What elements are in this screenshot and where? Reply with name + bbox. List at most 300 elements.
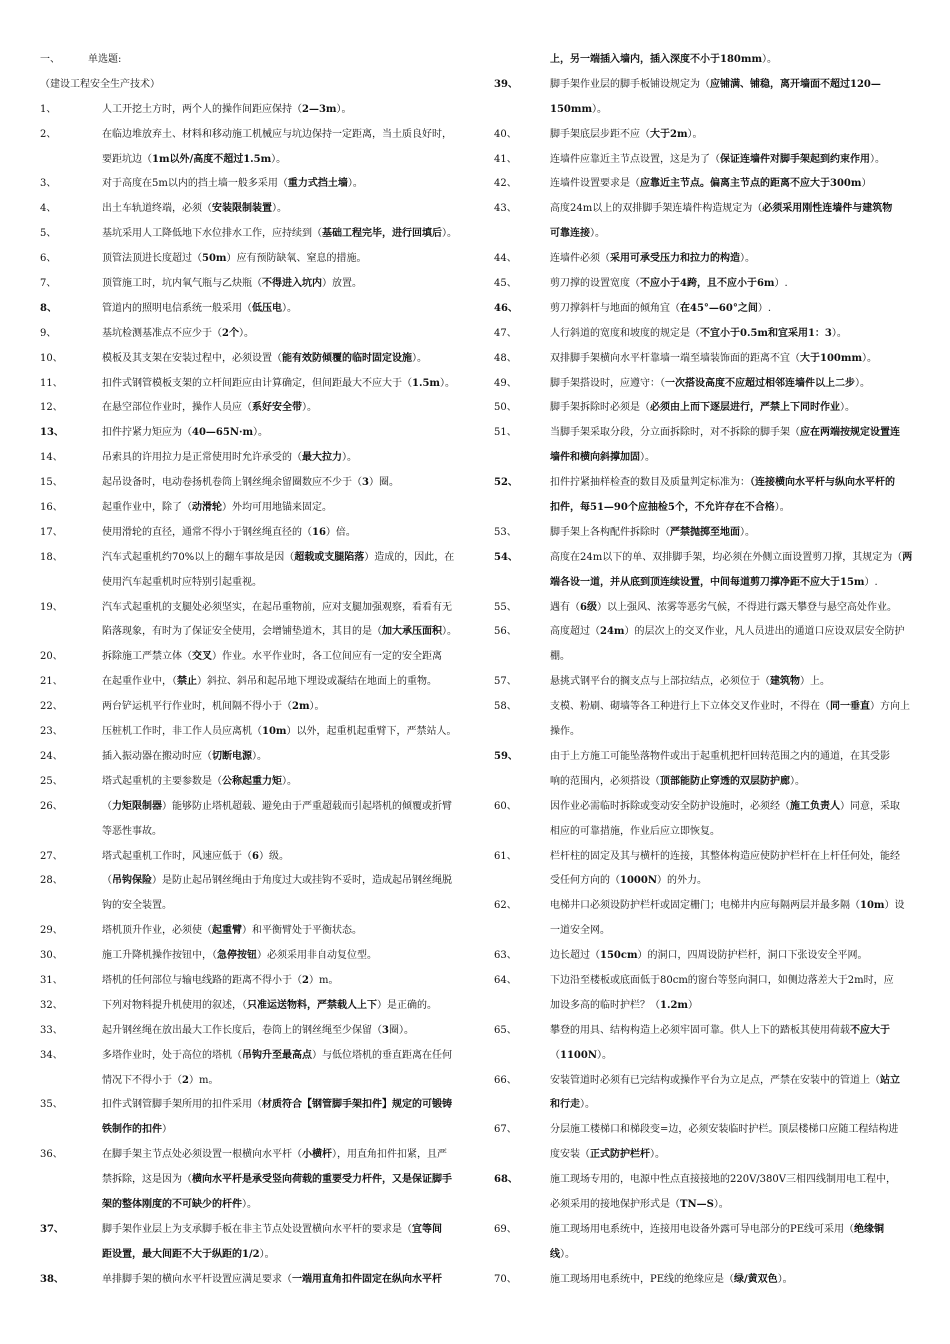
question-line <box>494 421 910 446</box>
question-number: 65、 <box>494 1024 517 1036</box>
question-text <box>550 1044 612 1069</box>
question-text <box>102 1044 452 1069</box>
question-line <box>40 98 460 123</box>
continuation-line <box>494 571 910 596</box>
text-segment: 人工开挖土方时，两个人的操作间距应保持（ <box>102 103 302 115</box>
question-text <box>102 620 457 645</box>
question-text <box>550 521 755 546</box>
answer-text: 1.5m <box>412 377 440 389</box>
question-line <box>40 496 460 521</box>
answer-text: 小横杆 <box>302 1149 332 1161</box>
question-number: 43、 <box>494 203 517 215</box>
question-text <box>550 770 805 795</box>
text-segment: 脚手架作业层的脚手板铺设规定为（ <box>550 78 710 90</box>
question-number: 42、 <box>494 178 517 190</box>
text-segment: ）。 <box>442 626 457 638</box>
text-segment: ）与低位塔机的垂直距离在任何 <box>312 1049 452 1061</box>
text-segment: 顶管施工时，坑内氧气瓶与乙炔瓶（ <box>102 278 262 290</box>
question-text <box>550 48 777 73</box>
question-line <box>494 1019 910 1044</box>
answer-text: 起重臂 <box>212 925 242 937</box>
question-text <box>102 745 267 770</box>
text-segment: ）的层次上的交叉作业，凡人员进出的通道口应设双层安全防护 <box>624 626 905 638</box>
question-text <box>102 1118 172 1143</box>
answer-text: 扣件，每51—90个应抽检5个，不允许存在不合格 <box>550 502 775 514</box>
text-segment: 栏杆柱的固定及其与横杆的连接，其整体构造应使防护栏杆在上杆任何处，能经 <box>550 850 900 862</box>
text-segment: 单选题: <box>88 54 122 65</box>
answer-text: 应铺满、铺稳，离开墙面不超过120— <box>710 78 881 90</box>
answer-text: 加大承压面积 <box>382 626 442 638</box>
question-text <box>102 172 363 197</box>
text-segment: 操作。 <box>550 726 580 738</box>
question-number: 58、 <box>494 701 517 713</box>
answer-text: 可靠连接 <box>550 228 590 240</box>
answer-text: 同一垂直 <box>830 701 870 713</box>
text-segment: ）m。 <box>188 1074 219 1086</box>
text-segment: 起重作业中，除了（ <box>102 502 192 514</box>
text-segment: ）。 <box>713 1198 729 1210</box>
text-segment: 分层施工楼梯口和梯段变=边，必须安装临时护栏。顶层楼梯口应随工程结构进 <box>550 1124 899 1136</box>
answer-text: 应靠近主节点。偏离主节点的距离不应大于300m <box>640 178 862 190</box>
text-segment: 塔机顶升作业，必须使（ <box>102 925 212 937</box>
text-segment: ）。 <box>253 427 269 439</box>
text-segment: ）。 <box>762 54 778 65</box>
answer-text: 1.2m <box>660 999 688 1011</box>
text-segment: ）以外，起重机起重臂下，严禁站人。 <box>286 726 457 738</box>
text-segment: 棚。 <box>550 651 570 663</box>
question-line <box>494 73 910 98</box>
question-number: 41、 <box>494 153 517 165</box>
text-segment: ） <box>861 178 872 190</box>
question-text <box>102 1243 275 1268</box>
question-text <box>550 197 892 222</box>
text-segment: ）倍。 <box>325 526 356 538</box>
text-segment: 因作业必需临时拆除或变动安全防护设施时，必须经（ <box>550 800 790 812</box>
continuation-line <box>494 496 910 521</box>
answer-text: 10m <box>262 726 287 738</box>
question-line <box>494 172 910 197</box>
question-number: 57、 <box>494 676 517 688</box>
question-line <box>494 471 910 496</box>
question-text <box>102 396 317 421</box>
text-segment: 连墙件设置要求是（ <box>550 178 640 190</box>
question-text <box>550 222 605 247</box>
continuation-line <box>494 1193 910 1218</box>
question-line <box>40 944 460 969</box>
question-text <box>550 396 855 421</box>
text-segment: ）方向上 <box>870 701 910 713</box>
question-text <box>550 720 580 745</box>
question-line <box>40 1218 460 1243</box>
question-line <box>494 347 910 372</box>
text-segment: ）圈。 <box>368 477 399 489</box>
continuation-line <box>494 869 910 894</box>
continuation-line <box>494 820 910 845</box>
question-line <box>40 645 460 670</box>
question-number: 70、 <box>494 1273 517 1285</box>
answer-text: 6级 <box>580 601 597 613</box>
question-line <box>40 297 460 322</box>
text-segment: 下边沿至楼板或底面低于80cm的窗台等竖向洞口，如侧边落差大于2m时，应 <box>550 974 894 986</box>
question-text <box>550 1019 890 1044</box>
question-line <box>494 1218 910 1243</box>
question-number: 一、 <box>40 54 60 65</box>
text-segment: 压桩机工作时，非工作人员应离机（ <box>102 726 262 738</box>
text-segment: 下列对物料提升机使用的叙述，（ <box>102 999 247 1011</box>
answer-text: 横向水平杆是承受竖向荷载的重要受力杆件，又是保证脚手 <box>192 1174 452 1186</box>
question-line <box>40 1044 460 1069</box>
text-segment: 悬挑式钢平台的搁支点与上部拉结点，必须位于（ <box>550 676 770 688</box>
text-segment: ）。 <box>870 153 885 165</box>
question-line <box>40 770 460 795</box>
question-text <box>102 297 297 322</box>
text-segment: ）. <box>774 278 788 290</box>
text-segment: 高度在24m以下的单、双排脚手架，均必须在外侧立面设置剪刀撑，其规定为（ <box>550 551 903 563</box>
question-text <box>550 1093 595 1118</box>
text-segment: ）级。 <box>258 850 289 862</box>
question-number: 2、 <box>40 128 57 140</box>
answer-text: 绝缘铜 <box>854 1223 885 1235</box>
text-segment: ）。 <box>347 178 363 190</box>
question-text <box>102 894 172 919</box>
text-segment: ）外均可用地锚来固定。 <box>222 502 332 514</box>
text-segment: ）。 <box>560 1248 575 1260</box>
continuation-line <box>40 148 460 173</box>
text-segment: 圈）。 <box>388 1024 414 1036</box>
question-number: 45、 <box>494 278 517 290</box>
text-segment: ） <box>162 1124 172 1136</box>
question-text <box>102 795 452 820</box>
question-text <box>102 247 367 272</box>
question-number: 35、 <box>40 1099 63 1111</box>
text-segment: 起升钢丝绳在放出最大工作长度后，卷筒上的钢丝绳至少保留（ <box>102 1024 382 1036</box>
question-text <box>102 496 332 521</box>
text-segment: 在脚手架主节点处必须设置一根横向水平杆（ <box>102 1149 302 1161</box>
text-segment: ）。 <box>740 253 755 265</box>
text-segment: 拆除施工严禁立体（ <box>102 651 192 663</box>
answer-text: 重力式挡土墙 <box>287 178 348 190</box>
question-number: 37、 <box>40 1223 64 1235</box>
text-segment: 支模、粉刷、砌墙等各工种进行上下立体交叉作业时，不得在（ <box>550 701 830 713</box>
question-text <box>550 421 900 446</box>
text-segment: 连墙件必须（ <box>550 253 610 265</box>
continuation-line <box>494 1243 910 1268</box>
answer-text: 2 <box>302 974 309 986</box>
question-line <box>40 720 460 745</box>
continuation-line <box>40 1243 460 1268</box>
question-line <box>494 795 910 820</box>
text-segment: ）。 <box>442 228 457 240</box>
answer-text: 1m以外/高度不超过1.5m <box>152 153 272 165</box>
question-text <box>102 596 452 621</box>
question-text <box>102 994 437 1019</box>
question-text <box>102 1019 414 1044</box>
answer-text: 3 <box>362 477 369 489</box>
question-number: 18、 <box>40 551 63 563</box>
question-text <box>102 1093 452 1118</box>
text-segment: ）以上强风、浓雾等恶劣气候，不得进行露天攀登与悬空高处作业。 <box>596 601 897 613</box>
question-text <box>550 347 877 372</box>
question-line <box>494 620 910 645</box>
text-segment: 安装管道时必须有已完结构或操作平台为立足点，严禁在安装中的管道上（ <box>550 1074 880 1086</box>
answer-text: 大于100mm <box>800 352 863 364</box>
question-number: 21、 <box>40 676 63 688</box>
question-number: 32、 <box>40 999 63 1011</box>
question-text <box>550 894 905 919</box>
text-segment: 由于上方施工可能坠落物件或出于起重机把杆回转范围之内的通道，在其受影 <box>550 750 890 762</box>
continuation-line <box>494 48 910 73</box>
text-segment: ）。 <box>342 452 357 464</box>
question-line <box>40 123 460 148</box>
text-segment: ）。 <box>272 203 287 215</box>
text-segment: ）能够防止塔机超载、避免由于严重超载而引起塔机的倾覆或折臂 <box>162 800 452 812</box>
answer-text: 保证连墙件对脚手架起到约束作用 <box>720 153 870 165</box>
question-line <box>494 596 910 621</box>
question-text <box>550 620 905 645</box>
question-line <box>494 670 910 695</box>
answer-text: 急停按钮 <box>217 950 257 962</box>
text-segment: 起吊设备时，电动卷扬机卷筒上钢丝绳余留圈数应不少于（ <box>102 477 362 489</box>
question-text <box>550 148 885 173</box>
question-line <box>494 845 910 870</box>
question-text <box>550 372 870 397</box>
question-number: 36、 <box>40 1149 63 1161</box>
question-line <box>40 421 460 446</box>
question-line <box>494 322 910 347</box>
answer-text: 材质符合【钢管脚手架扣件】规定的可锻铸 <box>262 1099 452 1111</box>
question-number: 3、 <box>40 178 57 190</box>
answer-text: 吊钩保险 <box>112 875 152 887</box>
answer-text: 能有效防倾覆的临时固定设施 <box>282 352 412 364</box>
text-segment: ）作业。水平作业时，各工位间应有一定的安全距离 <box>212 651 442 663</box>
question-number: 27、 <box>40 850 63 862</box>
text-segment: 扣件式钢管脚手架所用的扣件采用（ <box>102 1099 262 1111</box>
question-text <box>88 48 121 73</box>
text-segment: ）。 <box>777 1273 793 1285</box>
question-line <box>494 297 910 322</box>
text-segment: ）放置。 <box>322 278 362 290</box>
question-text <box>550 1193 729 1218</box>
question-line <box>494 1268 910 1293</box>
text-segment: 汽车式起重机约70%以上的翻车事故是因（ <box>102 551 295 563</box>
answer-text: 3 <box>382 1024 389 1036</box>
answer-text: 安装限制装置 <box>212 203 272 215</box>
question-number: 24、 <box>40 750 63 762</box>
question-text <box>550 446 655 471</box>
question-text <box>102 347 427 372</box>
question-text <box>550 297 771 322</box>
answer-text: 在45°—60°之间 <box>680 302 758 314</box>
answer-text: 建筑物 <box>770 676 800 688</box>
text-segment: ）同意，采取 <box>840 800 900 812</box>
text-segment: ）。 <box>590 228 605 240</box>
question-text <box>550 869 707 894</box>
section-heading: （建设工程安全生产技术） <box>40 78 160 90</box>
question-text <box>550 172 871 197</box>
text-segment: 受任何方向的（ <box>550 875 620 887</box>
question-number: 28、 <box>40 875 63 887</box>
text-segment: ）造成的，因此，在 <box>364 551 455 563</box>
answer-text: 施工负责人 <box>790 800 840 812</box>
question-number: 22、 <box>40 701 63 713</box>
answer-text: 铁制作的扣件 <box>102 1124 162 1136</box>
text-segment: ）。 <box>580 1099 595 1111</box>
text-segment: ）。 <box>592 103 608 115</box>
question-line <box>40 1143 460 1168</box>
question-line <box>494 197 910 222</box>
answer-text: 不得进入坑内 <box>262 278 322 290</box>
text-segment: 塔机的任何部位与输电线路的距离不得小于（ <box>102 974 302 986</box>
continuation-line <box>40 620 460 645</box>
question-line <box>40 546 460 571</box>
continuation-line <box>494 1044 910 1069</box>
answer-text: 40—65N·m <box>192 427 254 439</box>
question-text <box>102 571 262 596</box>
question-text <box>102 123 452 148</box>
answer-text: 不宜小于0.5m和宜采用1：3 <box>700 327 832 339</box>
text-segment: ）上。 <box>800 676 830 688</box>
answer-text: 系好安全带 <box>252 402 302 414</box>
text-segment: ）。 <box>282 302 297 314</box>
question-number: 51、 <box>494 427 517 439</box>
question-number: 1、 <box>40 103 57 115</box>
question-number: 9、 <box>40 327 57 339</box>
question-text <box>550 645 570 670</box>
question-line <box>40 372 460 397</box>
question-text <box>550 695 910 720</box>
text-segment: ）和平衡臂处于平衡状态。 <box>242 925 362 937</box>
text-segment: ）。 <box>336 103 352 115</box>
question-text <box>550 98 607 123</box>
text-segment: ）是正确的。 <box>377 999 437 1011</box>
question-number: 67、 <box>494 1124 517 1136</box>
text-segment: 扣件式钢管模板支架的立杆间距应由计算确定，但间距最大不应大于（ <box>102 377 412 389</box>
question-text <box>102 322 254 347</box>
question-text <box>102 820 162 845</box>
text-segment: 扣件拧紧力矩应为（ <box>102 427 192 439</box>
continuation-line <box>494 98 910 123</box>
answer-text: 24m <box>600 626 625 638</box>
continuation-line <box>40 1118 460 1143</box>
text-segment: 基坑采用人工降低地下水位排水工作，应持续到（ <box>102 228 322 240</box>
text-segment: 一道安全网。 <box>550 925 610 937</box>
question-line <box>494 123 910 148</box>
question-number: 59、 <box>494 750 518 762</box>
question-line <box>494 247 910 272</box>
question-line <box>40 172 460 197</box>
answer-text: 低压电 <box>252 302 282 314</box>
answer-text: 切断电源 <box>212 750 252 762</box>
question-line <box>40 845 460 870</box>
question-number: 17、 <box>40 526 63 538</box>
question-line <box>494 1168 910 1193</box>
question-text <box>550 1118 898 1143</box>
text-segment: ）。 <box>282 775 297 787</box>
text-segment: ）斜拉、斜吊和起吊地下埋设或凝结在地面上的重物。 <box>197 676 437 688</box>
text-segment: 钩的安全装置。 <box>102 900 172 912</box>
text-segment: 在临边堆放弃土、材料和移动施工机械应与坑边保持一定距离，当土质良好时， <box>102 128 452 140</box>
question-line <box>40 446 460 471</box>
question-text <box>102 1268 442 1293</box>
question-number: 6、 <box>40 253 57 265</box>
question-text <box>102 770 297 795</box>
text-segment: ）是防止起吊钢丝绳由于角度过大或挂钩不妥时，造成起吊钢丝绳脱 <box>152 875 452 887</box>
answer-text: 吊钩升至最高点 <box>242 1049 312 1061</box>
question-text <box>102 1218 442 1243</box>
question-number: 50、 <box>494 402 517 414</box>
question-line <box>40 1093 460 1118</box>
answer-text: 一次搭设高度不应超过相邻连墙件以上二步 <box>665 377 855 389</box>
text-segment: ）设 <box>884 900 905 912</box>
question-number: 55、 <box>494 601 517 613</box>
question-number: 39、 <box>494 78 518 90</box>
text-segment: 塔式起重机工作时，风速应低于（ <box>102 850 252 862</box>
text-segment: ）的洞口，四周设防护栏杆，洞口下张设安全平网。 <box>637 950 868 962</box>
answer-text: 150cm <box>600 950 638 962</box>
question-number: 30、 <box>40 950 63 962</box>
text-segment: ）。 <box>596 1049 612 1061</box>
question-text <box>102 98 352 123</box>
text-segment: 度安装（ <box>550 1149 590 1161</box>
answer-text: 50m <box>202 253 227 265</box>
question-line <box>40 919 460 944</box>
question-line <box>40 322 460 347</box>
text-segment: ）。 <box>242 1198 257 1210</box>
continuation-line <box>494 222 910 247</box>
text-segment: 等恶性事故。 <box>102 825 162 837</box>
answer-text: 绿/黄双色 <box>734 1273 778 1285</box>
question-line <box>40 222 460 247</box>
continuation-line <box>40 820 460 845</box>
text-segment: 在悬空部位作业时，操作人员应（ <box>102 402 252 414</box>
text-segment: 遇有（ <box>550 601 580 613</box>
text-segment: 必须采用的接地保护形式是（ <box>550 1198 680 1210</box>
text-segment: 脚手架拆除时必须是（ <box>550 402 650 414</box>
question-text <box>550 1218 884 1243</box>
answer-text: 10m <box>860 900 885 912</box>
text-segment: ）。 <box>252 750 267 762</box>
question-line <box>40 795 460 820</box>
question-number: 26、 <box>40 800 63 812</box>
text-segment: 吊索具的许用拉力是正常使用时允许承受的（ <box>102 452 302 464</box>
text-segment: 脚手架上各构配件拆除时（ <box>550 526 670 538</box>
question-line <box>40 247 460 272</box>
text-segment: 要距坑边（ <box>102 153 152 165</box>
question-text <box>550 1143 665 1168</box>
question-text <box>550 496 790 521</box>
question-line <box>40 197 460 222</box>
answer-text: 顶部能防止穿透的双层防护廊 <box>660 775 790 787</box>
question-line <box>40 994 460 1019</box>
answer-text: 超载或支腿陷落 <box>294 551 365 563</box>
question-text <box>102 148 286 173</box>
answer-text: 150mm <box>550 103 593 115</box>
text-segment: 响的范围内，必须搭设（ <box>550 775 660 787</box>
question-text <box>550 73 881 98</box>
text-segment: 连墙件应靠近主节点设置，这是为了（ <box>550 153 720 165</box>
question-number: 12、 <box>40 402 63 414</box>
continuation-line <box>40 571 460 596</box>
question-line <box>40 869 460 894</box>
answer-text: 端各设一道，并从底到顶连续设置，中间每道剪刀撑净距不应大于15m <box>550 576 865 588</box>
question-number: 64、 <box>494 974 517 986</box>
question-number: 8、 <box>40 302 57 314</box>
question-line <box>40 521 460 546</box>
continuation-line <box>494 770 910 795</box>
question-line <box>494 372 910 397</box>
question-number: 11、 <box>40 377 63 389</box>
text-segment: ）。 <box>862 352 878 364</box>
